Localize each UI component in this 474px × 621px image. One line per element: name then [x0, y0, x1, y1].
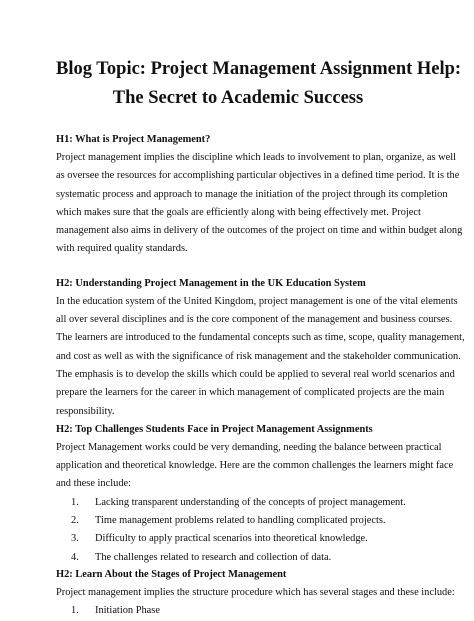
list-item-text: Initiation Phase — [95, 605, 160, 617]
section-paragraph — [56, 293, 465, 421]
title-line-1: Blog Topic: Project Management Assignment Help: — [56, 59, 462, 79]
section-heading: H2: Top Challenges Students Face in Project Management Assignments — [56, 423, 373, 435]
challenges-list — [56, 494, 420, 567]
title-line-2: The Secret to Academic Success — [112, 88, 364, 108]
list-item — [71, 512, 420, 530]
list-item-text: Lacking transparent understanding of the concepts of project management. — [95, 496, 406, 508]
list-item — [71, 549, 420, 567]
paragraph-line: as oversee the resources for accomplishing particular objectives in a defined time period. It is the — [56, 170, 460, 182]
list-number: 1. — [71, 605, 79, 617]
paragraph-line: and cost as well as with the significance of risk management and the stakeholder communication. — [56, 350, 461, 362]
section-paragraph — [56, 149, 463, 259]
list-item — [71, 602, 420, 620]
paragraph-line: with required quality standards. — [56, 243, 188, 255]
section-paragraph — [56, 439, 454, 494]
list-number: 2. — [71, 515, 79, 527]
list-item — [71, 530, 420, 548]
section-what-is-pm — [56, 133, 463, 259]
section-heading: H1: What is Project Management? — [56, 134, 211, 145]
paragraph-line: Project management implies the structure procedure which has several stages and these include: — [56, 586, 455, 598]
paragraph-line: The emphasis is to develop the skills which could be applied to several real world scenarios and — [56, 368, 455, 380]
paragraph-line: prepare the learners for the career in which management of complicated projects are the main — [56, 387, 445, 399]
paragraph-line: management also aims in delivery of the outcomes of the project on time and within budget along — [56, 225, 463, 237]
section-stages — [56, 568, 455, 621]
list-number: 1. — [71, 496, 79, 508]
paragraph-line: The learners are introduced to the fundamental concepts such as time, scope, quality management, — [56, 332, 465, 344]
paragraph-line: In the education system of the United Kingdom, project management is one of the vital elements — [56, 295, 458, 307]
paragraph-line: which makes sure that the goals are efficiently along with being effectively met. Project — [56, 206, 421, 218]
list-number: 3. — [71, 533, 79, 545]
list-item-text: Difficulty to apply practical scenarios into theoretical knowledge. — [95, 533, 368, 545]
section-heading: H2: Learn About the Stages of Project Management — [56, 568, 287, 580]
paragraph-line: and these include: — [56, 478, 132, 490]
section-top-challenges — [56, 423, 454, 567]
paragraph-line: Project Management works could be very demanding, needing the balance between practical — [56, 441, 442, 453]
paragraph-line: responsibility. — [56, 405, 115, 417]
paragraph-line: application and theoretical knowledge. Here are the common challenges the learners might face — [56, 460, 454, 472]
paragraph-line: all over several disciplines and is the core component of the management and business courses. — [56, 314, 453, 326]
section-heading: H2: Understanding Project Management in the UK Education System — [56, 277, 366, 289]
section-uk-education — [56, 277, 465, 421]
section-paragraph — [56, 584, 455, 602]
list-item-text: The challenges related to research and collection of data. — [95, 551, 332, 563]
list-item — [71, 494, 420, 512]
stages-list — [56, 602, 420, 620]
paragraph-line: systematic process and approach to manage the initiation of the project through its completion — [56, 188, 448, 200]
list-item-text: Time management problems related to handling complicated projects. — [95, 515, 386, 527]
paragraph-line: Project management implies the discipline which leads to involvement to plan, organize, as well — [56, 152, 457, 163]
page-title — [56, 55, 462, 113]
list-number: 4. — [71, 551, 79, 563]
